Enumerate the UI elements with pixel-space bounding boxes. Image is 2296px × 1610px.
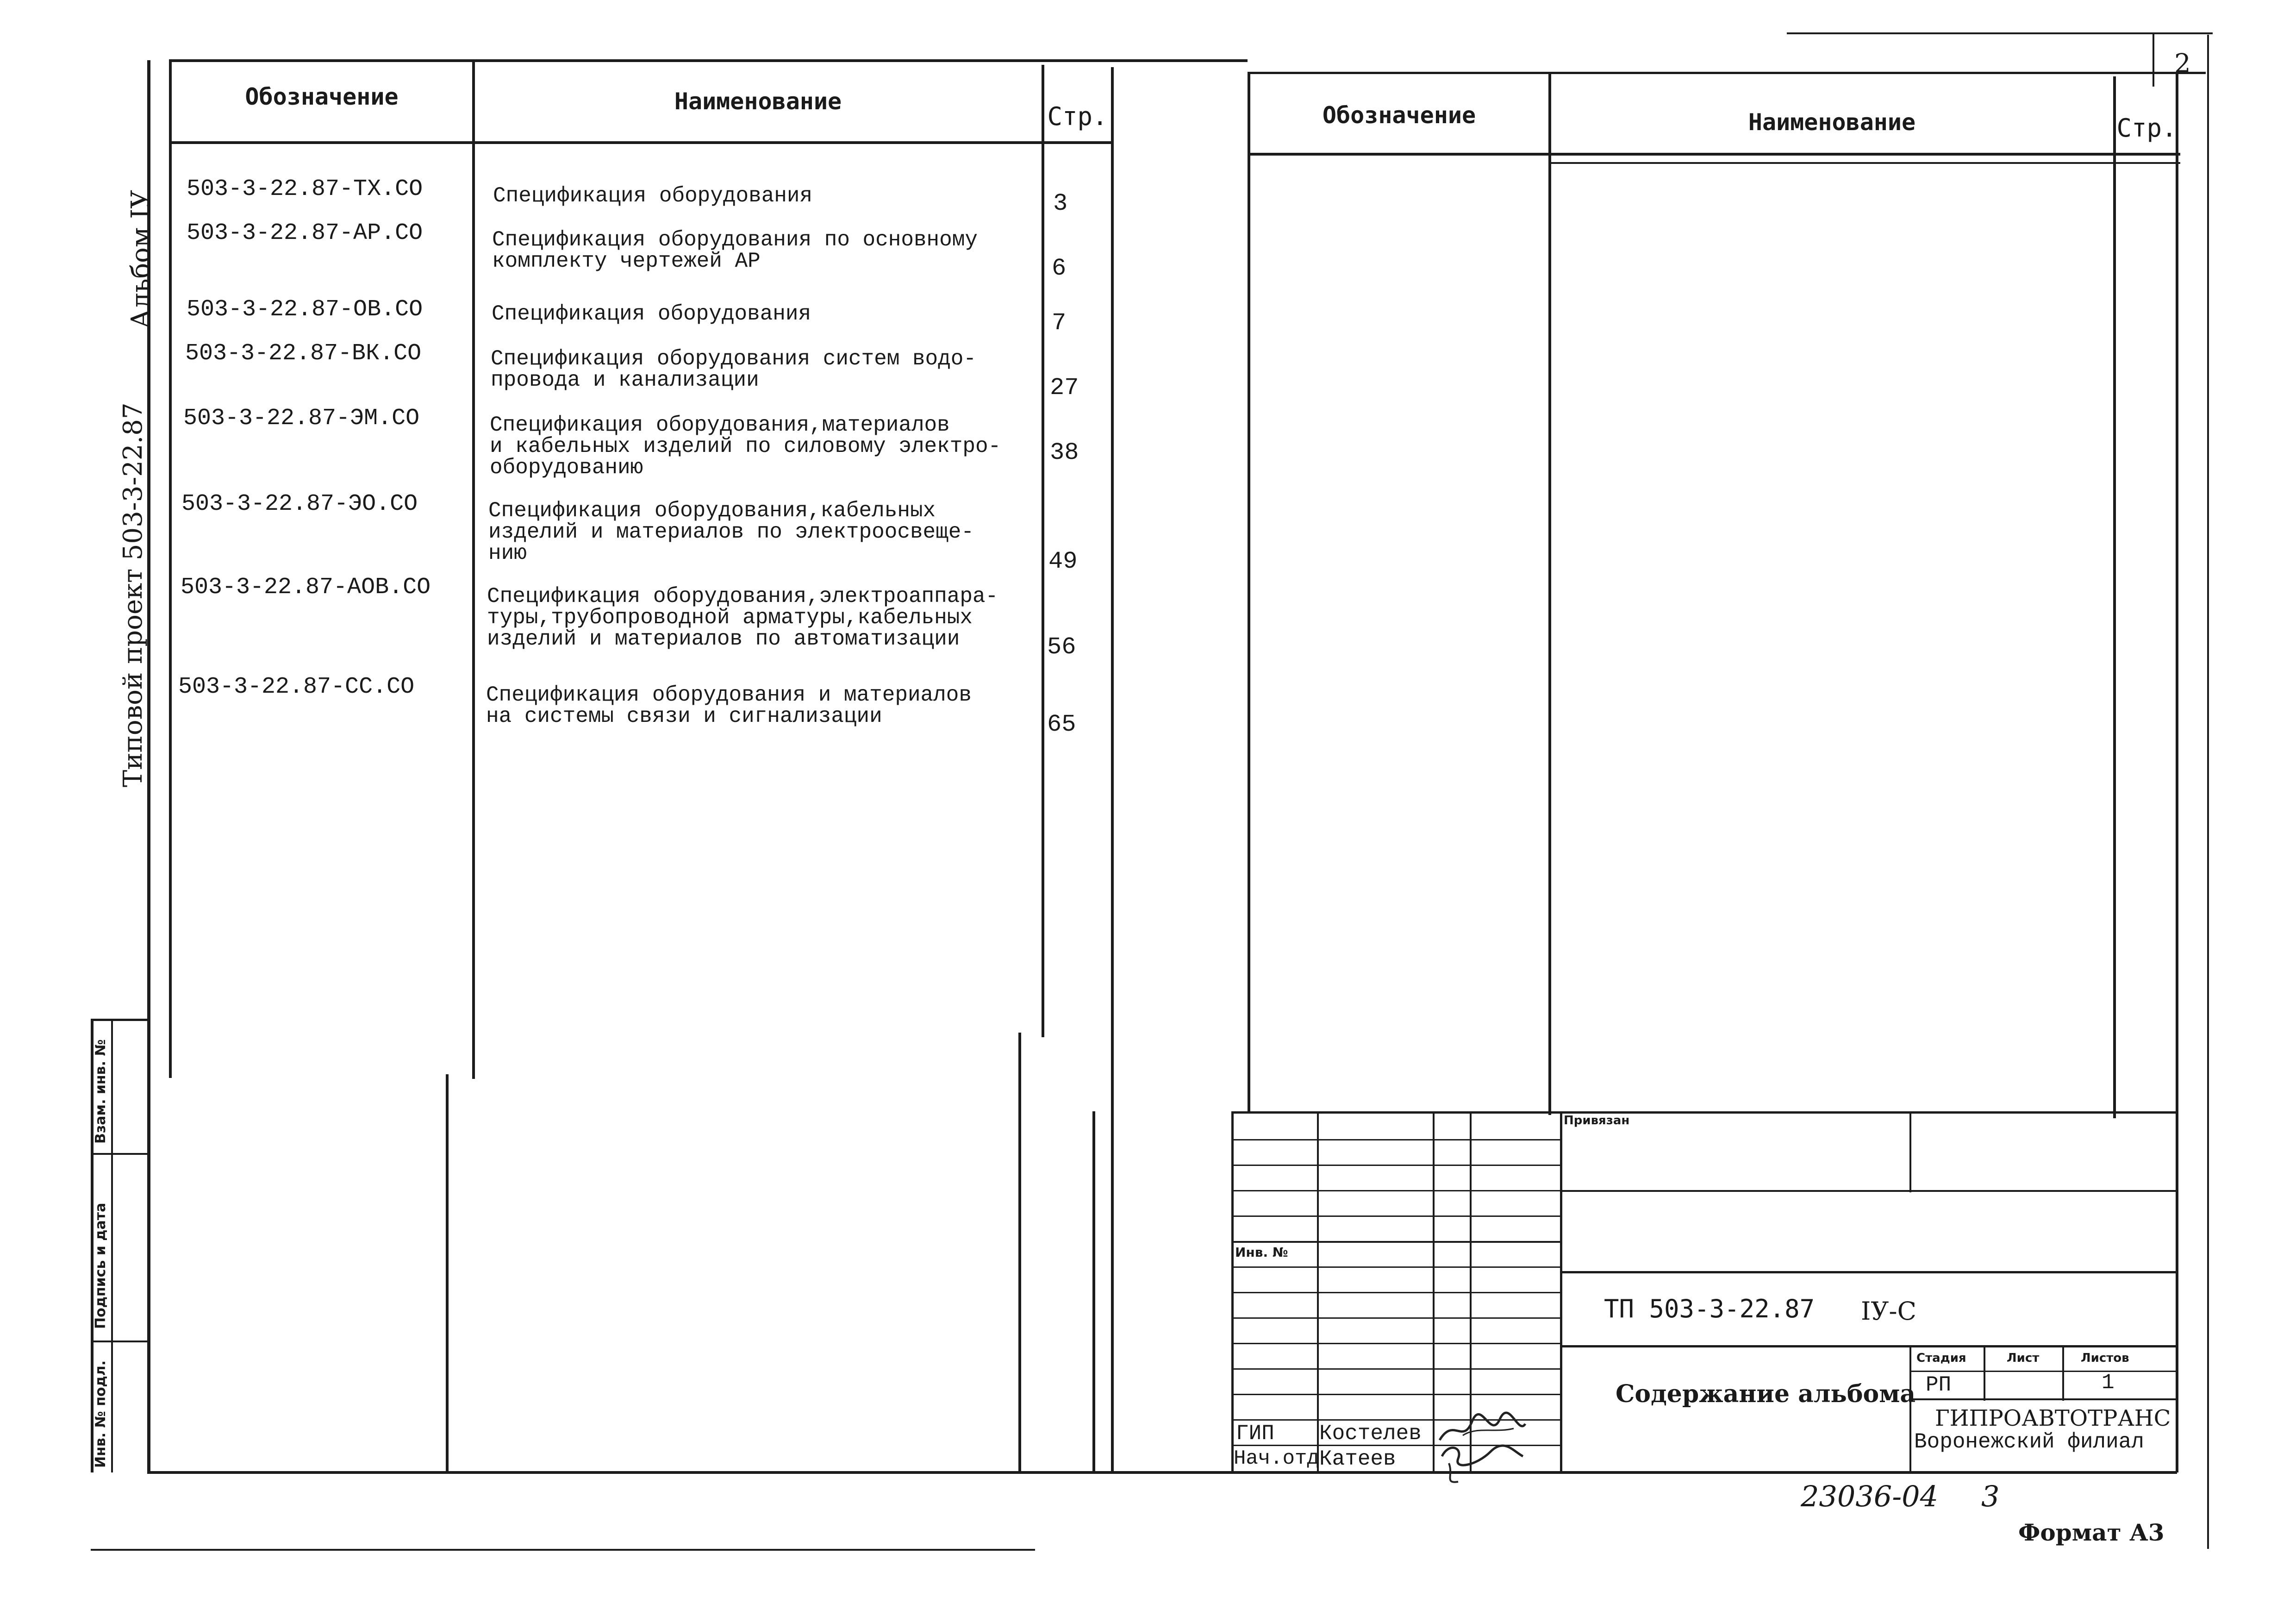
left-table-vline-1 — [169, 59, 172, 1078]
tb-v-sheets — [2062, 1345, 2064, 1401]
tb-signer-1-name: Костелев — [1319, 1422, 1422, 1446]
left-table-vline-4 — [1111, 67, 1114, 1472]
row-7-code: 503-3-22.87-АОВ.СО — [181, 574, 431, 601]
row-7-name: Спецификация оборудования,электроаппара- туры,трубопроводной арматуры,кабельных изделий и материалов по автоматизации — [487, 584, 998, 651]
row-8-name: Спецификация оборудования и материалов на системы связи и сигнализации — [486, 683, 972, 728]
right-header-name: Наименование — [1748, 109, 1916, 136]
tb-org-line1: ГИПРОАВТОТРАНС — [1935, 1405, 2171, 1431]
sheet-number: 2 — [2174, 49, 2191, 79]
tb-h-code — [1560, 1271, 2178, 1273]
row-4-page: 27 — [1050, 374, 1079, 401]
tb-sheets-value: 1 — [2102, 1371, 2115, 1395]
tb-grid-v1 — [1231, 1111, 1234, 1472]
tb-grid-top — [1231, 1111, 2178, 1114]
tb-doc-code: ТП 503-3-22.87 — [1604, 1294, 1815, 1323]
left-table-vline-5 — [1092, 1111, 1095, 1472]
left-table-vline-3-lower — [1018, 1033, 1021, 1472]
left-table-header-line — [169, 141, 1111, 144]
right-table-vline-1 — [1248, 72, 1250, 1114]
row-5-page: 38 — [1050, 439, 1079, 466]
tb-grid-h1 — [1231, 1139, 1562, 1140]
tb-h-stage-value — [1909, 1398, 2178, 1400]
row-5-code: 503-3-22.87-ЭМ.СО — [183, 405, 420, 432]
tb-signer-1-role: ГИП — [1236, 1422, 1274, 1446]
side-label-replace-inv: Взам. инв. № — [93, 1039, 109, 1144]
row-6-name: Спецификация оборудования,кабельных изделий и материалов по электроосвеще- нию — [488, 499, 974, 565]
right-table-header-line-2 — [1551, 162, 2180, 164]
tb-v-sheet — [1984, 1345, 1985, 1401]
tb-grid-h8 — [1231, 1317, 1562, 1319]
row-2-page: 6 — [1052, 255, 1067, 282]
frame-top-edge — [1787, 32, 2213, 34]
signature-2-mark — [1435, 1438, 1528, 1489]
row-6-page: 49 — [1048, 548, 1078, 575]
row-7-page: 56 — [1047, 633, 1076, 661]
row-3-code: 503-3-22.87-ОВ.СО — [187, 296, 423, 323]
tb-grid-h6 — [1231, 1266, 1562, 1268]
side-label-sign-date: Подпись и дата — [93, 1203, 109, 1329]
tb-doc-suffix: IУ-С — [1861, 1297, 1916, 1326]
tb-signer-2-name: Катеев — [1319, 1447, 1396, 1471]
side-strip-divider-2 — [91, 1341, 149, 1342]
row-6-code: 503-3-22.87-ЭО.СО — [181, 491, 418, 517]
tb-privyazan-label: Привязан — [1564, 1114, 1630, 1128]
tb-grid-h11 — [1231, 1394, 1562, 1395]
right-table-vline-2 — [1548, 73, 1551, 1115]
tb-v-privyazan — [1909, 1111, 1911, 1192]
tb-h-privyazan — [1560, 1190, 2178, 1192]
side-label-project: Типовой проект 503-3-22.87 — [118, 402, 148, 787]
right-table-vline-3 — [2113, 76, 2116, 1118]
row-1-code: 503-3-22.87-ТХ.СО — [187, 176, 423, 202]
row-1-name: Спецификация оборудования — [493, 184, 813, 208]
tb-h-title — [1560, 1345, 2178, 1347]
frame-bottom — [147, 1471, 2177, 1474]
tb-grid-h2 — [1231, 1165, 1562, 1166]
right-header-designation: Обозначение — [1322, 102, 1476, 129]
frame-right — [2176, 74, 2178, 1472]
side-strip-top — [91, 1019, 149, 1021]
left-table-vline-3 — [1042, 65, 1044, 1037]
stamp-number: 23036-04 — [1801, 1479, 1939, 1513]
row-2-name: Спецификация оборудования по основному комплекту чертежей АР — [492, 228, 978, 273]
tb-grid-h5 — [1231, 1241, 1562, 1243]
frame-top-left — [169, 59, 1248, 62]
tb-sheets-label: Листов — [2081, 1351, 2129, 1365]
row-3-page: 7 — [1052, 309, 1067, 337]
bottom-stray-line — [91, 1549, 1035, 1551]
row-8-page: 65 — [1047, 711, 1076, 738]
row-8-code: 503-3-22.87-СС.СО — [178, 674, 415, 700]
tb-sheet-label: Лист — [2007, 1351, 2040, 1365]
tb-grid-v2 — [1317, 1111, 1319, 1472]
row-1-page: 3 — [1053, 190, 1068, 217]
left-table-vline-2-lower — [446, 1074, 449, 1472]
tb-signer-2-role: Нач.отд — [1234, 1447, 1319, 1470]
frame-right-outer — [2207, 35, 2209, 1549]
tb-inv-no-label: Инв. № — [1235, 1245, 1288, 1260]
tb-v-stage — [1909, 1345, 1911, 1472]
tb-h-stage-label — [1909, 1371, 2178, 1372]
side-label-inv-orig: Инв. № подл. — [93, 1360, 109, 1468]
right-table-header-line — [1250, 153, 2180, 156]
frame-top-right — [1248, 72, 2206, 74]
tb-grid-v3 — [1433, 1111, 1435, 1472]
row-3-name: Спецификация оборудования — [492, 302, 811, 326]
side-label-album: Альбом IУ — [126, 190, 156, 329]
tb-grid-h10 — [1231, 1368, 1562, 1370]
tb-grid-h9 — [1231, 1343, 1562, 1344]
format-label: Формат А3 — [2018, 1519, 2165, 1546]
right-header-page: Стр. — [2116, 113, 2177, 143]
tb-stage-value: РП — [1926, 1373, 1952, 1397]
stamp-page: 3 — [1981, 1479, 2000, 1513]
tb-org-line2: Воронежский филиал — [1914, 1430, 2144, 1454]
tb-grid-h3 — [1231, 1190, 1562, 1191]
side-strip-divider-1 — [91, 1153, 149, 1155]
tb-grid-v5 — [1560, 1111, 1562, 1472]
side-strip-vline — [111, 1019, 113, 1472]
row-4-code: 503-3-22.87-ВК.СО — [185, 340, 422, 367]
tb-stage-label: Стадия — [1916, 1351, 1966, 1365]
sheet-number-box-left — [2152, 33, 2154, 87]
left-header-page: Стр. — [1047, 102, 1108, 131]
left-header-designation: Обозначение — [245, 83, 399, 110]
row-2-code: 503-3-22.87-АР.СО — [187, 220, 423, 246]
row-5-name: Спецификация оборудования,материалов и кабельных изделий по силовому электро- оборудованию — [490, 413, 1001, 480]
tb-grid-h4 — [1231, 1215, 1562, 1217]
tb-grid-h7 — [1231, 1292, 1562, 1293]
left-table-vline-1-lower — [147, 1074, 150, 1472]
left-header-name: Наименование — [674, 88, 842, 115]
tb-title: Содержание альбома — [1616, 1380, 1916, 1408]
row-4-name: Спецификация оборудования систем водо- провода и канализации — [491, 347, 976, 392]
left-table-vline-2 — [472, 60, 475, 1079]
